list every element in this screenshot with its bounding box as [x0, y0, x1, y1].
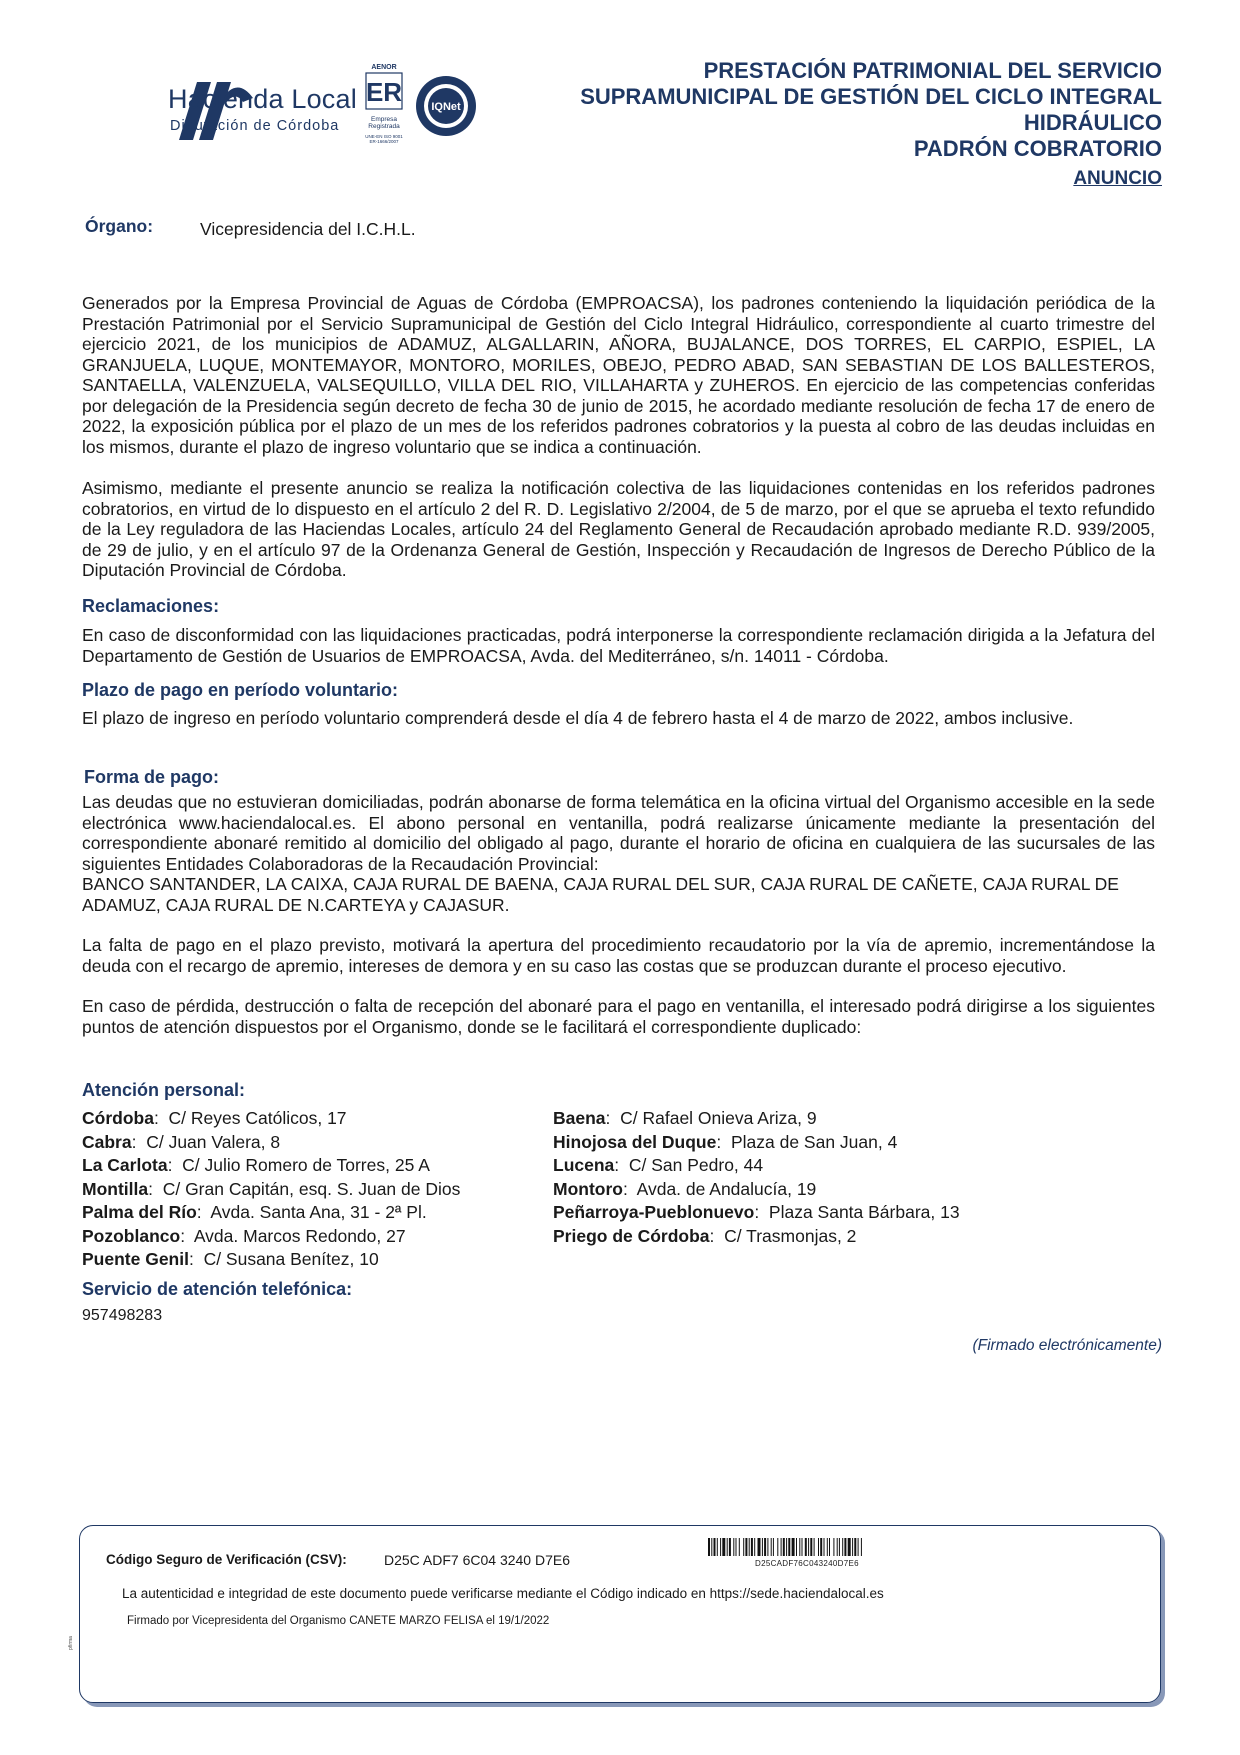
title-line-3: HIDRÁULICO: [1023, 110, 1162, 135]
side-mark: pfirma: [67, 1636, 74, 1650]
barcode-bar: [708, 1538, 710, 1556]
aenor-label: AENOR: [371, 64, 397, 71]
paragraph-padrones: Generados por la Empresa Provincial de Aguas de Córdoba (EMPROACSA), los padrones conteniendo la liquidación periódica de la Prestación Patrimonial por el Servicio Supramunicipal de Gestión del Ciclo Integral Hidráulico, correspondiente al cuarto trimestre del ejercicio 2021, de los municipios de ADAMUZ, ALGALLARIN, AÑORA, BUJALANCE, DOS TORRES, EL CARPIO, ESPIEL, LA GRANJUELA, LUQUE, MONTEMAYOR, MONTORO, MORILES, OBEJO, PEDRO ABAD, SAN SEBASTIAN DE LOS BALLESTEROS, SANTAELLA, VALENZUELA, VALSEQUILLO, VILLA DEL RIO, VILLAHARTA y ZUHEROS. En ejercicio de las competencias conferidas por delegación de la Presidencia según decreto de fecha 30 de junio de 2015, he acordado mediante resolución de fecha 17 de enero de 2022, la exposición pública por el plazo de un mes de los referidos padrones cobratorios y la puesta al cobro de las deudas incluidas en los mismos, durante el plazo de ingreso voluntario que se indica a continuación.: [82, 293, 1155, 457]
barcode-bar: [824, 1538, 825, 1556]
office-city: Palma del Río: [82, 1202, 197, 1222]
title-line-1: PRESTACIÓN PATRIMONIAL DEL SERVICIO: [703, 58, 1162, 83]
office-city: Montilla: [82, 1178, 149, 1199]
organo-label: Órgano:: [85, 216, 154, 236]
office-item: Montilla: C/ Gran Capitán, esq. S. Juan de Dios: [82, 1178, 461, 1199]
telefono-number: 957498283: [82, 1307, 163, 1324]
office-address: Avda. Santa Ana, 31 - 2ª Pl.: [210, 1202, 427, 1222]
organo-value: Vicepresidencia del I.C.H.L.: [200, 219, 416, 239]
aenor-standard: UNE-EN ISO 9001: [365, 134, 403, 139]
document-title: [442, 58, 1162, 162]
office-address: Plaza de San Juan, 4: [730, 1131, 898, 1152]
office-item: Lucena: C/ San Pedro, 44: [553, 1155, 764, 1175]
office-item: Cabra: C/ Juan Valera, 8: [82, 1131, 281, 1152]
barcode-bar: [736, 1538, 737, 1556]
barcode-bar: [711, 1538, 712, 1556]
csv-authenticity-text: La autenticidad e integridad de este documento puede verificarse mediante el Código indicado en https://sede.haciendalocal.es: [122, 1586, 884, 1601]
office-address: C/ Juan Valera, 8: [146, 1131, 281, 1152]
reclamaciones-heading: Reclamaciones:: [82, 596, 220, 616]
office-address: C/ Rafael Onieva Ariza, 9: [620, 1108, 817, 1128]
barcode-bar: [814, 1538, 815, 1556]
office-item: Peñarroya-Pueblonuevo: Plaza Santa Bárbara, 13: [553, 1202, 960, 1222]
barcode-bar: [805, 1538, 807, 1556]
barcode-bar: [771, 1538, 772, 1556]
barcode-bar: [792, 1538, 795, 1556]
office-city: Córdoba: [82, 1108, 154, 1128]
firmado-electronicamente: (Firmado electrónicamente): [972, 1337, 1162, 1354]
barcode-bar: [854, 1538, 856, 1556]
office-address: Avda. de Andalucía, 19: [636, 1178, 817, 1199]
office-city: La Carlota: [82, 1155, 168, 1175]
office-item: Baena: C/ Rafael Onieva Ariza, 9: [553, 1108, 817, 1128]
office-address: C/ Reyes Católicos, 17: [168, 1108, 347, 1128]
paragraph-apremio: La falta de pago en el plazo previsto, motivará la apertura del procedimiento recaudatorio por la vía de apremio, incrementándose la deuda con el recargo de apremio, intereses de demora y en su caso las costas que se produzcan durante el proceso ejecutivo.: [82, 935, 1155, 976]
barcode-bar: [739, 1538, 740, 1556]
barcode-icon: [708, 1538, 940, 1556]
barcode-bar: [827, 1538, 828, 1556]
barcode-bar: [743, 1538, 744, 1556]
barcode-bar: [852, 1538, 853, 1556]
paragraph-notificacion: Asimismo, mediante el presente anuncio se realiza la notificación colectiva de las liquidaciones contenidas en los referidos padrones cobratorios, en virtud de lo dispuesto en el artículo 2 del R. D. Legislativo 2/2004, de 5 de marzo, por el que se aprueba el texto refundido de la Ley reguladora de las Haciendas Locales, artículo 24 del Reglamento General de Recaudación aprobado mediante R.D. 939/2005, de 29 de julio, y en el artículo 97 de la Ordenanza General de Gestión, Inspección y Recaudación de Ingresos de Derecho Público de la Diputación Provincial de Córdoba.: [82, 478, 1155, 580]
forma-pago-banks: BANCO SANTANDER, LA CAIXA, CAJA RURAL DE BAENA, CAJA RURAL DEL SUR, CAJA RURAL DE CAÑETE, CAJA RURAL DE ADAMUZ, CAJA RURAL DE N.CARTEYA y CAJASUR.: [82, 874, 1119, 915]
office-item: Pozoblanco: Avda. Marcos Redondo, 27: [82, 1225, 406, 1246]
barcode-bar: [733, 1538, 734, 1556]
office-item: Hinojosa del Duque: Plaza de San Juan, 4: [553, 1131, 898, 1152]
barcode-bar: [781, 1538, 782, 1556]
iqnet-label: IQNet: [431, 101, 461, 113]
forma-pago-text: Las deudas que no estuvieran domiciliadas, podrán abonarse de forma telemática en la oficina virtual del Organismo accesible en la sede electrónica www.haciendalocal.es. El abono personal en ventanilla, podrá realizarse únicamente mediante la presentación del correspondiente abonaré remitido al domicilio del obligado al pago, durante el horario de oficina en cualquiera de las sucursales de las siguientes Entidades Colaboradoras de la Recaudación Provincial:: [82, 792, 1155, 874]
barcode-bar: [820, 1538, 822, 1556]
barcode-bar: [848, 1538, 851, 1556]
barcode-bar: [808, 1538, 809, 1556]
barcode-bar: [762, 1538, 763, 1556]
barcode-bar: [839, 1538, 840, 1556]
office-item: Montoro: Avda. de Andalucía, 19: [553, 1178, 817, 1199]
plazo-heading: Plazo de pago en período voluntario:: [82, 680, 399, 700]
barcode-bar: [786, 1538, 787, 1556]
office-item: Priego de Córdoba: C/ Trasmonjas, 2: [553, 1225, 857, 1246]
office-city: Priego de Córdoba: [553, 1225, 710, 1246]
office-item: Puente Genil: C/ Susana Benítez, 10: [82, 1249, 379, 1269]
title-line-4: PADRÓN COBRATORIO: [913, 136, 1162, 161]
title-line-2: SUPRAMUNICIPAL DE GESTIÓN DEL CICLO INTEGRAL: [580, 84, 1162, 109]
office-item: La Carlota: C/ Julio Romero de Torres, 25 A: [82, 1155, 430, 1175]
logo-title: Hacienda Local: [168, 84, 357, 114]
office-item: Palma del Río: Avda. Santa Ana, 31 - 2ª Pl.: [82, 1202, 427, 1222]
barcode-bar: [773, 1538, 774, 1556]
barcode-bar: [829, 1538, 830, 1556]
office-address: Avda. Marcos Redondo, 27: [193, 1225, 406, 1246]
atencion-personal-heading: Atención personal:: [82, 1080, 246, 1100]
aenor-registrada: Registrada: [368, 123, 400, 130]
office-item: Córdoba: C/ Reyes Católicos, 17: [82, 1108, 347, 1128]
barcode-bar: [858, 1538, 859, 1556]
office-city: Puente Genil: [82, 1249, 189, 1269]
office-city: Hinojosa del Duque: [553, 1131, 717, 1152]
barcode-bar: [818, 1538, 819, 1556]
barcode-bar: [751, 1538, 753, 1556]
barcode-bar: [714, 1538, 716, 1556]
logo-subtitle: Diputación de Córdoba: [170, 118, 340, 134]
barcode-bar: [767, 1538, 768, 1556]
office-city: Montoro: [553, 1178, 623, 1199]
office-address: Plaza Santa Bárbara, 13: [768, 1202, 960, 1222]
offices-right-column: [553, 1107, 960, 1248]
barcode-bar: [788, 1538, 790, 1556]
office-city: Cabra: [82, 1131, 132, 1152]
barcode-bar: [861, 1538, 862, 1556]
barcode-bar: [754, 1538, 755, 1556]
aenor-certification-logo: [360, 64, 408, 150]
offices-left-column: [82, 1107, 460, 1272]
barcode-bar: [810, 1538, 812, 1556]
barcode-bar: [837, 1538, 838, 1556]
csv-code: D25C ADF7 6C04 3240 D7E6: [384, 1552, 570, 1568]
barcode-bar: [758, 1538, 761, 1556]
barcode-bar: [764, 1538, 766, 1556]
office-address: C/ Susana Benítez, 10: [203, 1249, 379, 1269]
office-city: Pozoblanco: [82, 1225, 181, 1246]
barcode-bar: [777, 1538, 778, 1556]
barcode-bar: [745, 1538, 747, 1556]
plazo-text: El plazo de ingreso en período voluntario comprenderá desde el día 4 de febrero hasta el 4 de marzo de 2022, ambos inclusive.: [82, 708, 1074, 728]
barcode-bar: [844, 1538, 846, 1556]
barcode-bar: [833, 1538, 834, 1556]
csv-signed-by: Firmado por Vicepresidenta del Organismo CANETE MARZO FELISA el 19/1/2022: [127, 1615, 550, 1627]
office-address: C/ San Pedro, 44: [628, 1155, 764, 1175]
barcode-bar: [799, 1538, 800, 1556]
barcode-bar: [783, 1538, 785, 1556]
office-city: Baena: [553, 1108, 606, 1128]
barcode-bar: [842, 1538, 843, 1556]
forma-pago-heading: Forma de pago:: [84, 767, 220, 787]
barcode-bar: [802, 1538, 803, 1556]
office-address: C/ Trasmonjas, 2: [724, 1225, 857, 1246]
aenor-empresa: Empresa: [370, 116, 397, 123]
barcode-bar: [722, 1538, 725, 1556]
barcode-text: D25CADF76C043240D7E6: [755, 1559, 859, 1568]
office-address: C/ Julio Romero de Torres, 25 A: [182, 1155, 430, 1175]
reclamaciones-text: En caso de disconformidad con las liquidaciones practicadas, podrá interponerse la correspondiente reclamación dirigida a la Jefatura del Departamento de Gestión de Usuarios de EMPROACSA, Avda. del Mediterráneo, s/n. 14011 - Córdoba.: [82, 625, 1155, 666]
barcode-bar: [729, 1538, 731, 1556]
barcode-bar: [727, 1538, 728, 1556]
barcode-bar: [796, 1538, 797, 1556]
paragraph-perdida: En caso de pérdida, destrucción o falta de recepción del abonaré para el pago en ventanilla, el interesado podrá dirigirse a los siguientes puntos de atención dispuestos por el Organismo, donde se le facilitará el correspondiente duplicado:: [82, 996, 1155, 1037]
svg-text:ER: ER: [365, 77, 403, 107]
barcode-bar: [720, 1538, 721, 1556]
office-city: Peñarroya-Pueblonuevo: [553, 1202, 755, 1222]
barcode-bar: [717, 1538, 718, 1556]
office-city: Lucena: [553, 1155, 615, 1175]
barcode-bar: [749, 1538, 750, 1556]
aenor-er-icon: [360, 71, 408, 111]
office-address: C/ Gran Capitán, esq. S. Juan de Dios: [162, 1178, 461, 1199]
aenor-code: ER-1666/2007: [369, 139, 399, 144]
csv-label: Código Seguro de Verificación (CSV):: [106, 1552, 347, 1567]
anuncio-heading: ANUNCIO: [1073, 168, 1162, 189]
telefono-heading: Servicio de atención telefónica:: [82, 1279, 353, 1299]
